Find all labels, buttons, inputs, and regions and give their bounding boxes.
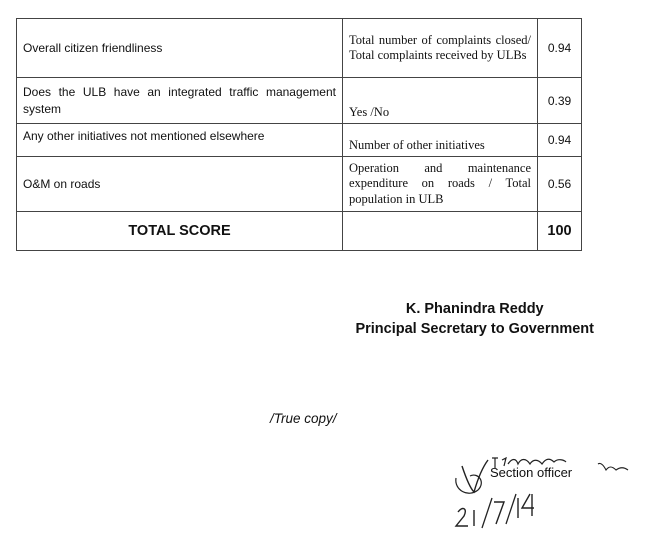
true-copy-text: /True copy/: [270, 411, 337, 426]
total-empty-cell: [343, 212, 538, 251]
weight-cell: 0.39: [538, 78, 582, 124]
weight-cell: 0.94: [538, 19, 582, 78]
table-row: [17, 19, 582, 78]
weight-cell: 0.56: [538, 157, 582, 212]
table-row: [17, 157, 582, 212]
signatory-name: K. Phanindra Reddy: [405, 301, 544, 317]
measure-cell: Operation and maintenance expenditure on roads / Total population in ULB: [343, 157, 538, 212]
total-score-value: 100: [538, 212, 582, 251]
parameter-cell: Any other initiatives not mentioned elsewhere: [17, 124, 343, 157]
signatory-title: Principal Secretary to Government: [355, 321, 594, 337]
measure-cell: Yes /No: [343, 78, 538, 124]
section-officer-label: Section officer: [490, 465, 573, 480]
table-row: [17, 124, 582, 157]
total-row: [17, 212, 582, 251]
signatory-block: [355, 299, 594, 339]
parameter-cell: O&M on roads: [17, 157, 343, 212]
parameter-cell: Does the ULB have an integrated traffic management system: [17, 78, 343, 124]
handwritten-signature: [448, 448, 648, 538]
score-table: [16, 18, 582, 251]
parameter-cell: Overall citizen friendliness: [17, 19, 343, 78]
measure-cell: Total number of complaints closed/ Total complaints received by ULBs: [343, 19, 538, 78]
table-row: [17, 78, 582, 124]
measure-cell: Number of other initiatives: [343, 124, 538, 157]
total-score-label: TOTAL SCORE: [17, 212, 343, 251]
weight-cell: 0.94: [538, 124, 582, 157]
